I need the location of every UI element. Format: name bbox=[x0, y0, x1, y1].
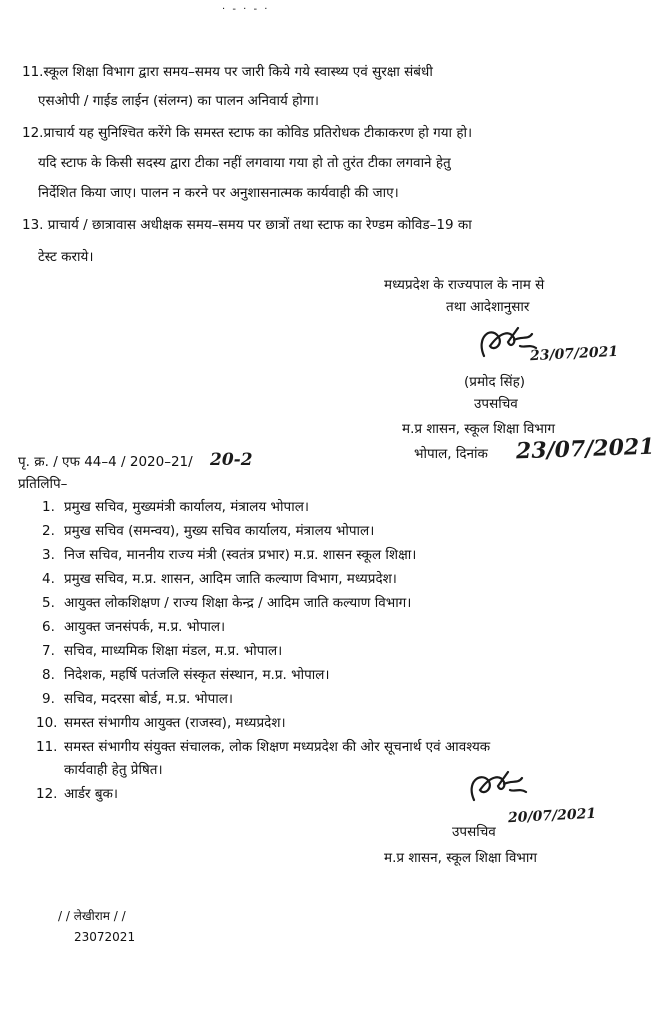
officer-name: (प्रमोद सिंह) bbox=[464, 374, 526, 390]
copy-item-text: प्रमुख सचिव (समन्वय), मुख्य सचिव कार्यालय, मंत्रालय भोपाल। bbox=[64, 523, 375, 539]
copy-item-text: आयुक्त लोकशिक्षण / राज्य शिक्षा केन्द्र / आदिम जाति कल्याण विभाग। bbox=[64, 595, 412, 611]
signature-date-2: 20/07/2021 bbox=[507, 805, 597, 827]
clerk-name: / / लेखीराम / / bbox=[58, 909, 126, 923]
reference-number-handwritten: 20-2 bbox=[210, 450, 253, 470]
copy-item-text: आर्डर बुक। bbox=[64, 786, 119, 802]
copy-item-num: 1. bbox=[42, 499, 55, 515]
copy-item-num: 2. bbox=[42, 523, 55, 539]
copy-item-num: 4. bbox=[42, 571, 55, 587]
second-department: म.प्र शासन, स्कूल शिक्षा विभाग bbox=[384, 850, 538, 866]
point-11-line-1: 11.स्कूल शिक्षा विभाग द्वारा समय–समय पर जारी किये गये स्वास्थ्य एवं सुरक्षा संबंधी bbox=[22, 64, 433, 80]
copy-item-num: 3. bbox=[42, 547, 55, 563]
copy-item-num: 5. bbox=[42, 595, 55, 611]
point-13-line-2: टेस्ट कराये। bbox=[38, 249, 94, 265]
point-13-line-1: 13. प्राचार्य / छात्रावास अधीक्षक समय–समय पर छात्रों तथा स्टाफ का रेण्डम कोविड–19 का bbox=[22, 217, 472, 233]
handwritten-date: 23/07/2021 bbox=[515, 433, 655, 465]
copy-item-num: 8. bbox=[42, 667, 55, 683]
copy-item-num: 11. bbox=[36, 739, 58, 755]
copy-item-text: समस्त संभागीय संयुक्त संचालक, लोक शिक्षण मध्यप्रदेश की ओर सूचनार्थ एवं आवश्यक bbox=[64, 739, 491, 755]
point-12-line-3: निर्देशित किया जाए। पालन न करने पर अनुशासनात्मक कार्यवाही की जाए। bbox=[38, 185, 399, 201]
point-12-line-1: 12.प्राचार्य यह सुनिश्चित करेंगे कि समस्त स्टाफ का कोविड प्रतिरोधक टीकाकरण हो गया हो। bbox=[22, 125, 473, 141]
header-marks: · ‑ · ‑ · bbox=[222, 4, 270, 15]
document-code: 23072021 bbox=[74, 930, 136, 944]
copy-item-num: 10. bbox=[36, 715, 58, 731]
order-line-1: मध्यप्रदेश के राज्यपाल के नाम से bbox=[384, 277, 545, 293]
signature-date-1: 23/07/2021 bbox=[529, 343, 619, 365]
reference-number: पृ. क्र. / एफ 44–4 / 2020–21/ bbox=[18, 454, 193, 470]
copy-item-num: 9. bbox=[42, 691, 55, 707]
copy-item-text-continued: कार्यवाही हेतु प्रेषित। bbox=[64, 762, 163, 778]
copy-label: प्रतिलिपि– bbox=[18, 476, 68, 492]
officer-department: म.प्र शासन, स्कूल शिक्षा विभाग bbox=[402, 421, 556, 437]
place-date-label: भोपाल, दिनांक bbox=[414, 446, 488, 462]
officer-designation: उपसचिव bbox=[474, 396, 518, 412]
order-line-2: तथा आदेशानुसार bbox=[446, 299, 530, 315]
copy-item-text: समस्त संभागीय आयुक्त (राजस्व), मध्यप्रदेश। bbox=[64, 715, 286, 731]
point-11-line-2: एसओपी / गाईड लाईन (संलग्न) का पालन अनिवार्य होगा। bbox=[38, 93, 319, 109]
copy-item-text: सचिव, माध्यमिक शिक्षा मंडल, म.प्र. भोपाल। bbox=[64, 643, 283, 659]
second-signature bbox=[462, 764, 536, 814]
copy-item-text: निदेशक, महर्षि पतंजलि संस्कृत संस्थान, म.प्र. भोपाल। bbox=[64, 667, 330, 683]
copy-item-text: सचिव, मदरसा बोर्ड, म.प्र. भोपाल। bbox=[64, 691, 234, 707]
copy-item-num: 7. bbox=[42, 643, 55, 659]
copy-item-text: आयुक्त जनसंपर्क, म.प्र. भोपाल। bbox=[64, 619, 226, 635]
copy-item-text: निज सचिव, माननीय राज्य मंत्री (स्वतंत्र प्रभार) म.प्र. शासन स्कूल शिक्षा। bbox=[64, 547, 417, 563]
second-designation: उपसचिव bbox=[452, 824, 496, 840]
copy-item-num: 6. bbox=[42, 619, 55, 635]
point-12-line-2: यदि स्टाफ के किसी सदस्य द्वारा टीका नहीं लगवाया गया हो तो तुरंत टीका लगवाने हेतु bbox=[38, 155, 451, 171]
copy-item-num: 12. bbox=[36, 786, 58, 802]
copy-item-text: प्रमुख सचिव, मुख्यमंत्री कार्यालय, मंत्रालय भोपाल। bbox=[64, 499, 309, 515]
copy-item-text: प्रमुख सचिव, म.प्र. शासन, आदिम जाति कल्याण विभाग, मध्यप्रदेश। bbox=[64, 571, 397, 587]
